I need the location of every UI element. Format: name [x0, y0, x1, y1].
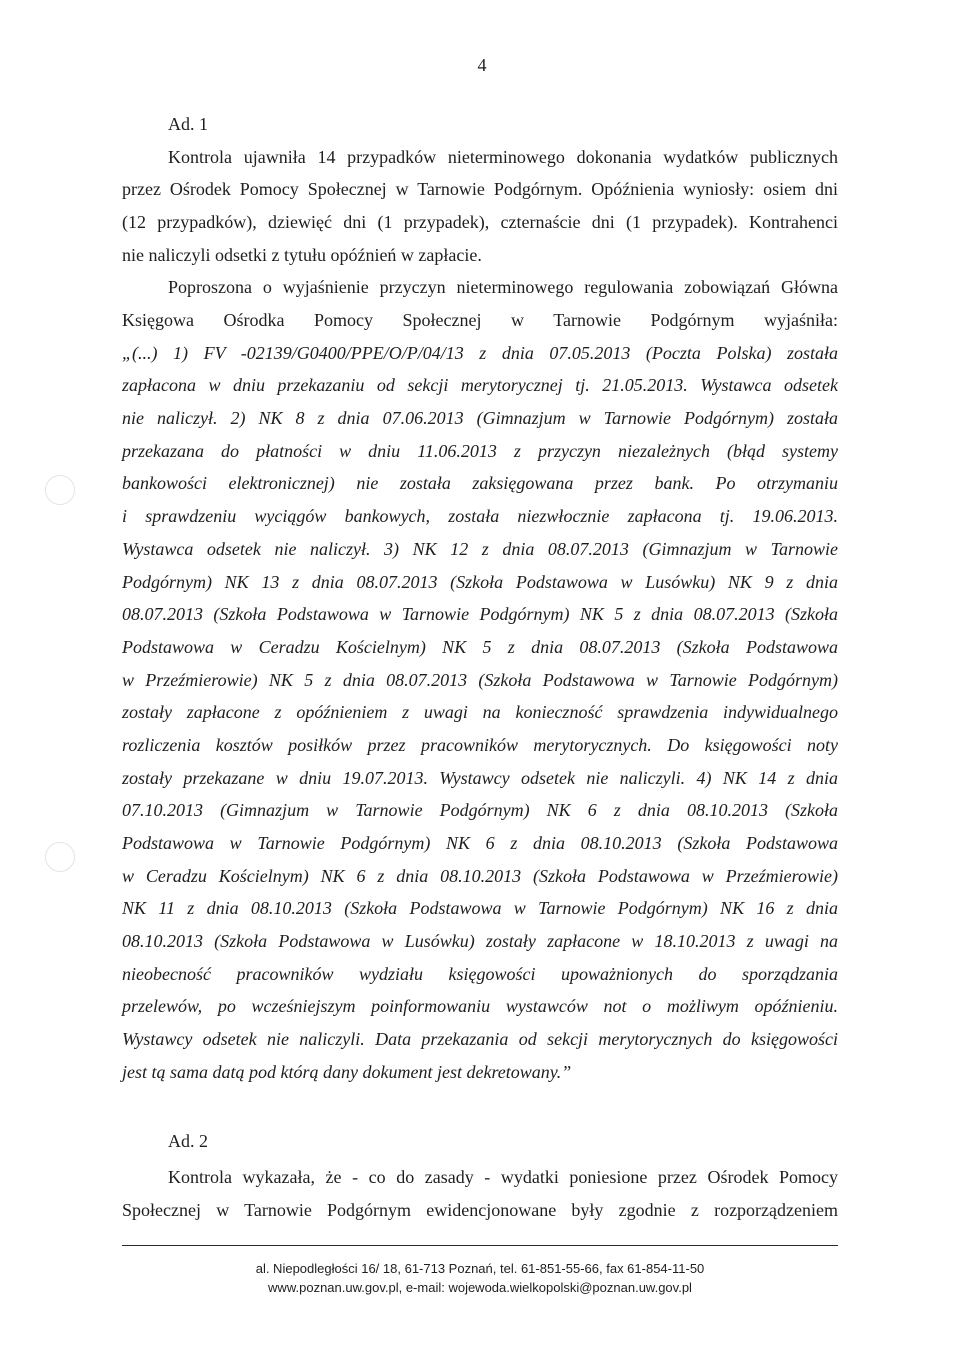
- quote-line: Wystawca odsetek nie naliczył. 3) NK 12 z dnia 08.07.2013 (Gimnazjum w Tarnowie: [122, 538, 838, 559]
- quote-line: 07.10.2013 (Gimnazjum w Tarnowie Podgórnym) NK 6 z dnia 08.10.2013 (Szkoła: [122, 800, 838, 821]
- quote-line: rozliczenia kosztów posiłków przez pracowników merytorycznych. Do księgowości noty: [122, 734, 838, 755]
- paragraph-line: Społecznej w Tarnowie Podgórnym ewidencjonowane były zgodnie z rozporządzeniem: [122, 1199, 838, 1220]
- paragraph-line: (12 przypadków), dziewięć dni (1 przypadek), czternaście dni (1 przypadek). Kontrahenci: [122, 211, 838, 232]
- quote-line: i sprawdzeniu wyciągów bankowych, została niezwłocznie zapłacona tj. 19.06.2013.: [122, 506, 838, 527]
- paragraph-line: Poproszona o wyjaśnienie przyczyn nieterminowego regulowania zobowiązań Główna: [168, 277, 838, 298]
- section-heading-ad-2: Ad. 2: [168, 1131, 208, 1151]
- quote-line: „(...) 1) FV -02139/G0400/PPE/O/P/04/13 z dnia 07.05.2013 (Poczta Polska) została: [122, 342, 838, 363]
- paragraph-line: Kontrola wykazała, że - co do zasady - wydatki poniesione przez Ośrodek Pomocy: [168, 1166, 838, 1187]
- quote-line: Podstawowa w Tarnowie Podgórnym) NK 6 z dnia 08.10.2013 (Szkoła Podstawowa: [122, 833, 838, 854]
- quote-line: zostały przekazane w dniu 19.07.2013. Wystawcy odsetek nie naliczyli. 4) NK 14 z dnia: [122, 767, 838, 788]
- paragraph-line: przez Ośrodek Pomocy Społecznej w Tarnowie Podgórnym. Opóźnienia wyniosły: osiem dni: [122, 179, 838, 200]
- quote-line: w Przeźmierowie) NK 5 z dnia 08.07.2013 (Szkoła Podstawowa w Tarnowie Podgórnym): [122, 669, 838, 690]
- punch-hole: [45, 842, 75, 872]
- footer-contact: www.poznan.uw.gov.pl, e-mail: wojewoda.wielkopolski@poznan.uw.gov.pl: [268, 1280, 692, 1295]
- footer-address: al. Niepodległości 16/ 18, 61-713 Poznań, tel. 61-851-55-66, fax 61-854-11-50: [255, 1261, 705, 1276]
- quote-line: nie naliczył. 2) NK 8 z dnia 07.06.2013 (Gimnazjum w Tarnowie Podgórnym) została: [122, 408, 838, 429]
- quote-line: przelewów, po wcześniejszym poinformowaniu wystawców not o możliwym opóźnieniu.: [122, 996, 838, 1017]
- footer-divider: [122, 1245, 838, 1246]
- quote-line: nieobecność pracowników wydziału księgowości upoważnionych do sporządzania: [122, 963, 838, 984]
- paragraph-line: nie naliczyli odsetki z tytułu opóźnień w zapłacie.: [122, 244, 482, 265]
- punch-hole: [45, 475, 75, 505]
- quote-line: 08.07.2013 (Szkoła Podstawowa w Tarnowie Podgórnym) NK 5 z dnia 08.07.2013 (Szkoła: [122, 604, 838, 625]
- paragraph-line: Księgowa Ośrodka Pomocy Społecznej w Tarnowie Podgórnym wyjaśniła:: [122, 310, 838, 331]
- quote-line: Podgórnym) NK 13 z dnia 08.07.2013 (Szkoła Podstawowa w Lusówku) NK 9 z dnia: [122, 571, 838, 592]
- section-ad-1-body: [122, 141, 838, 1089]
- quote-line: NK 11 z dnia 08.10.2013 (Szkoła Podstawowa w Tarnowie Podgórnym) NK 16 z dnia: [122, 898, 838, 919]
- page-number: 4: [477, 55, 487, 75]
- paragraph-findings: [122, 141, 838, 272]
- quote-line: 08.10.2013 (Szkoła Podstawowa w Lusówku) zostały zapłacone w 18.10.2013 z uwagi na: [122, 931, 838, 952]
- quote-line: bankowości elektronicznej) nie została zaksięgowana przez bank. Po otrzymaniu: [122, 473, 838, 494]
- quote-line: Podstawowa w Ceradzu Kościelnym) NK 5 z dnia 08.07.2013 (Szkoła Podstawowa: [122, 636, 838, 657]
- section-heading-ad-1: Ad. 1: [168, 114, 208, 134]
- page-footer: [122, 1259, 838, 1297]
- quote-line: jest tą sama datą pod którą dany dokument jest dekretowany.”: [122, 1061, 572, 1082]
- quote-line: zapłacona w dniu przekazaniu od sekcji merytorycznej tj. 21.05.2013. Wystawca odsetek: [122, 375, 838, 396]
- quote-line: przekazana do płatności w dniu 11.06.2013 z przyczyn niezależnych (błąd systemy: [122, 440, 838, 461]
- paragraph-line: Kontrola ujawniła 14 przypadków nieterminowego dokonania wydatków publicznych: [168, 146, 838, 167]
- quote-line: zostały zapłacone z opóźnieniem z uwagi na konieczność sprawdzenia indywidualnego: [122, 702, 838, 723]
- quoted-explanation: [122, 337, 838, 1089]
- paragraph-explanation: [122, 271, 838, 1088]
- quote-line: w Ceradzu Kościelnym) NK 6 z dnia 08.10.2013 (Szkoła Podstawowa w Przeźmierowie): [122, 865, 838, 886]
- quote-line: Wystawcy odsetek nie naliczyli. Data przekazania od sekcji merytorycznych do księgowości: [122, 1029, 838, 1050]
- section-ad-2-body: [122, 1161, 838, 1227]
- paragraph-records: [122, 1161, 838, 1227]
